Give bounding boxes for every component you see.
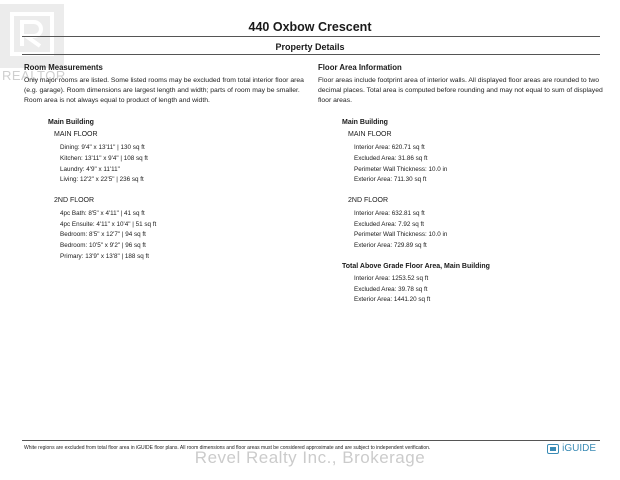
floor-name: MAIN FLOOR [348, 130, 392, 138]
floor-area-section [318, 62, 608, 316]
area-item: Exterior Area: 711.30 sq ft [354, 176, 427, 184]
room-item: Bedroom: 10'5" x 9'2" | 96 sq ft [60, 242, 146, 250]
total-area-item: Exterior Area: 1441.20 sq ft [354, 296, 431, 304]
room-floor-main [54, 130, 314, 186]
realtor-logo-text: REALTOR [2, 68, 66, 83]
room-building-group [48, 118, 314, 263]
area-item: Excluded Area: 31.86 sq ft [354, 154, 428, 162]
area-item: Interior Area: 632.81 sq ft [354, 210, 425, 218]
room-measurements-intro: Only major rooms are listed. Some listed rooms may be excluded from total interior floor area (e.g. garage). Room dimensions are largest length and width; parts of room may be smaller. Room area is not always equal to product of length and width. [24, 77, 304, 104]
header-divider [22, 36, 600, 37]
area-building-heading: Main Building [342, 118, 388, 126]
floor-area-intro: Floor areas include footprint area of interior walls. All displayed floor areas are rounded to two decimal places. Total area is computed before rounding and may not equal to sum of displayed floor areas. [318, 77, 603, 104]
area-item: Excluded Area: 7.92 sq ft [354, 220, 425, 228]
total-area-list [348, 274, 608, 306]
room-item: Bedroom: 8'5" x 12'7" | 94 sq ft [60, 231, 146, 239]
room-floor-second [54, 196, 314, 263]
total-area-item: Excluded Area: 39.78 sq ft [354, 285, 428, 293]
area-floor-second [348, 196, 608, 252]
room-item: Laundry: 4'9" x 11'11" [60, 165, 120, 173]
room-item: Kitchen: 13'11" x 9'4" | 108 sq ft [60, 154, 148, 162]
room-measurements-heading: Room Measurements [24, 63, 103, 72]
floor-name: 2ND FLOOR [348, 196, 389, 204]
page-subtitle: Property Details [275, 42, 345, 52]
room-item: 4pc Bath: 8'5" x 4'11" | 41 sq ft [60, 210, 145, 218]
subtitle-divider [22, 54, 600, 55]
floor-name: MAIN FLOOR [54, 130, 98, 138]
brokerage-watermark: Revel Realty Inc., Brokerage [194, 448, 426, 467]
area-building-group [342, 118, 608, 252]
area-floor-main [348, 130, 608, 186]
room-measurements-section [24, 62, 314, 273]
floor-area-heading: Floor Area Information [318, 63, 402, 72]
total-area-item: Interior Area: 1253.52 sq ft [354, 275, 429, 283]
footer-disclaimer: White regions are excluded from total floor area in iGUIDE floor plans. All room dimensions and floor areas must be considered approximate and are subject to independent verification. [24, 445, 431, 451]
area-item: Perimeter Wall Thickness: 10.0 in [354, 231, 448, 239]
area-item: Perimeter Wall Thickness: 10.0 in [354, 165, 448, 173]
floor-name: 2ND FLOOR [54, 196, 95, 204]
room-item: Primary: 13'9" x 13'8" | 188 sq ft [60, 252, 150, 260]
room-item: Living: 12'2" x 22'5" | 236 sq ft [60, 176, 144, 184]
area-item: Exterior Area: 729.89 sq ft [354, 242, 427, 250]
area-item: Interior Area: 620.71 sq ft [354, 144, 425, 152]
total-area-group [342, 262, 608, 306]
room-item: Dining: 9'4" x 13'11" | 130 sq ft [60, 144, 145, 152]
iguide-logo-text: iGUIDE [562, 443, 596, 454]
footer-divider [22, 440, 600, 441]
page-title: 440 Oxbow Crescent [248, 20, 372, 34]
total-area-heading: Total Above Grade Floor Area, Main Building [342, 262, 490, 270]
room-building-heading: Main Building [48, 118, 94, 126]
room-item: 4pc Ensuite: 4'11" x 10'4" | 51 sq ft [60, 220, 157, 228]
